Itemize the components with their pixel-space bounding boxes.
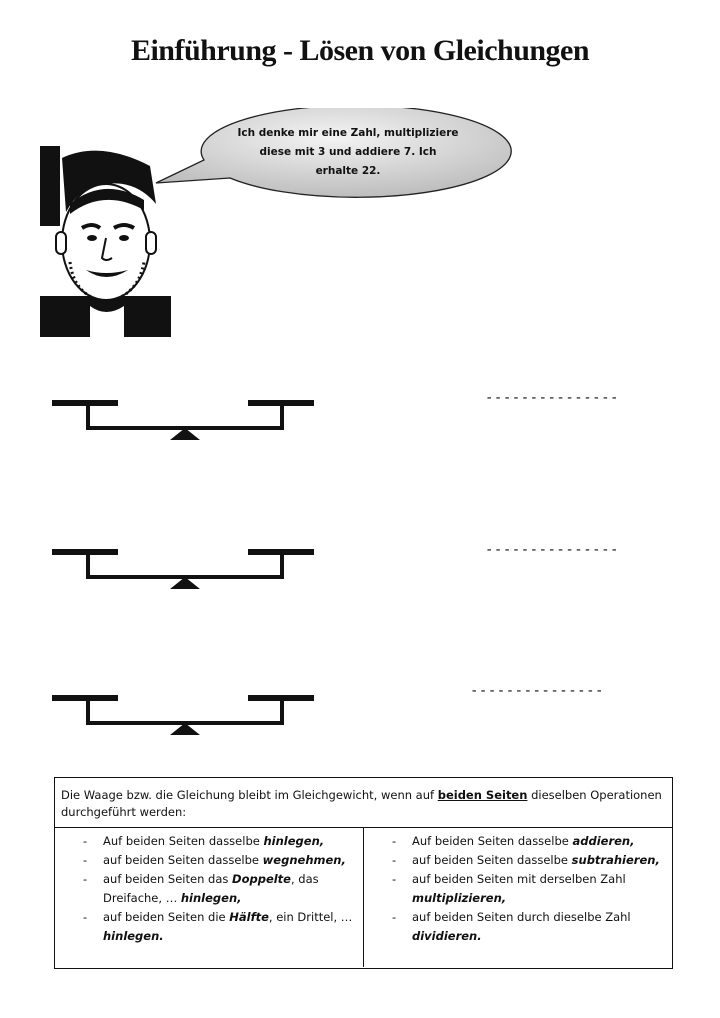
list-item: - Auf beiden Seiten dasselbe hinlegen, — [61, 832, 357, 851]
answer-blank-1: --------------- — [485, 390, 619, 406]
answer-blank-3: --------------- — [470, 683, 604, 699]
speech-bubble-text — [230, 124, 466, 181]
answer-blank-2: --------------- — [485, 542, 619, 558]
balance-scale-2 — [52, 549, 314, 589]
speech-line: erhalte 22. — [315, 165, 381, 177]
list-item: - auf beiden Seiten dasselbe wegnehmen, — [61, 851, 357, 870]
rules-left-column — [55, 828, 363, 967]
list-item: - auf beiden Seiten die Hälfte, ein Drittel, … hinlegen. — [61, 908, 357, 946]
balance-scale-1 — [52, 400, 314, 440]
rules-intro: Die Waage bzw. die Gleichung bleibt im Gleichgewicht, wenn auf beiden Seiten dieselben Operationen durchgeführt werden: — [55, 778, 672, 828]
rules-right-column — [363, 828, 672, 967]
list-item: - Auf beiden Seiten dasselbe addieren, — [370, 832, 666, 851]
rules-box — [54, 777, 673, 969]
list-item: - auf beiden Seiten durch dieselbe Zahl dividieren. — [370, 908, 666, 946]
list-item: - auf beiden Seiten das Doppelte, das Dreifache, … hinlegen, — [61, 870, 357, 908]
list-item: - auf beiden Seiten dasselbe subtrahieren, — [370, 851, 666, 870]
list-item: - auf beiden Seiten mit derselben Zahl multiplizieren, — [370, 870, 666, 908]
page-title: Einführung - Lösen von Gleichungen — [130, 34, 590, 67]
balance-scale-3 — [52, 695, 314, 735]
emphasis-both-sides: beiden Seiten — [437, 788, 528, 802]
speech-line: Ich denke mir eine Zahl, multipliziere — [237, 127, 459, 139]
speech-line: diese mit 3 und addiere 7. Ich — [259, 146, 437, 158]
